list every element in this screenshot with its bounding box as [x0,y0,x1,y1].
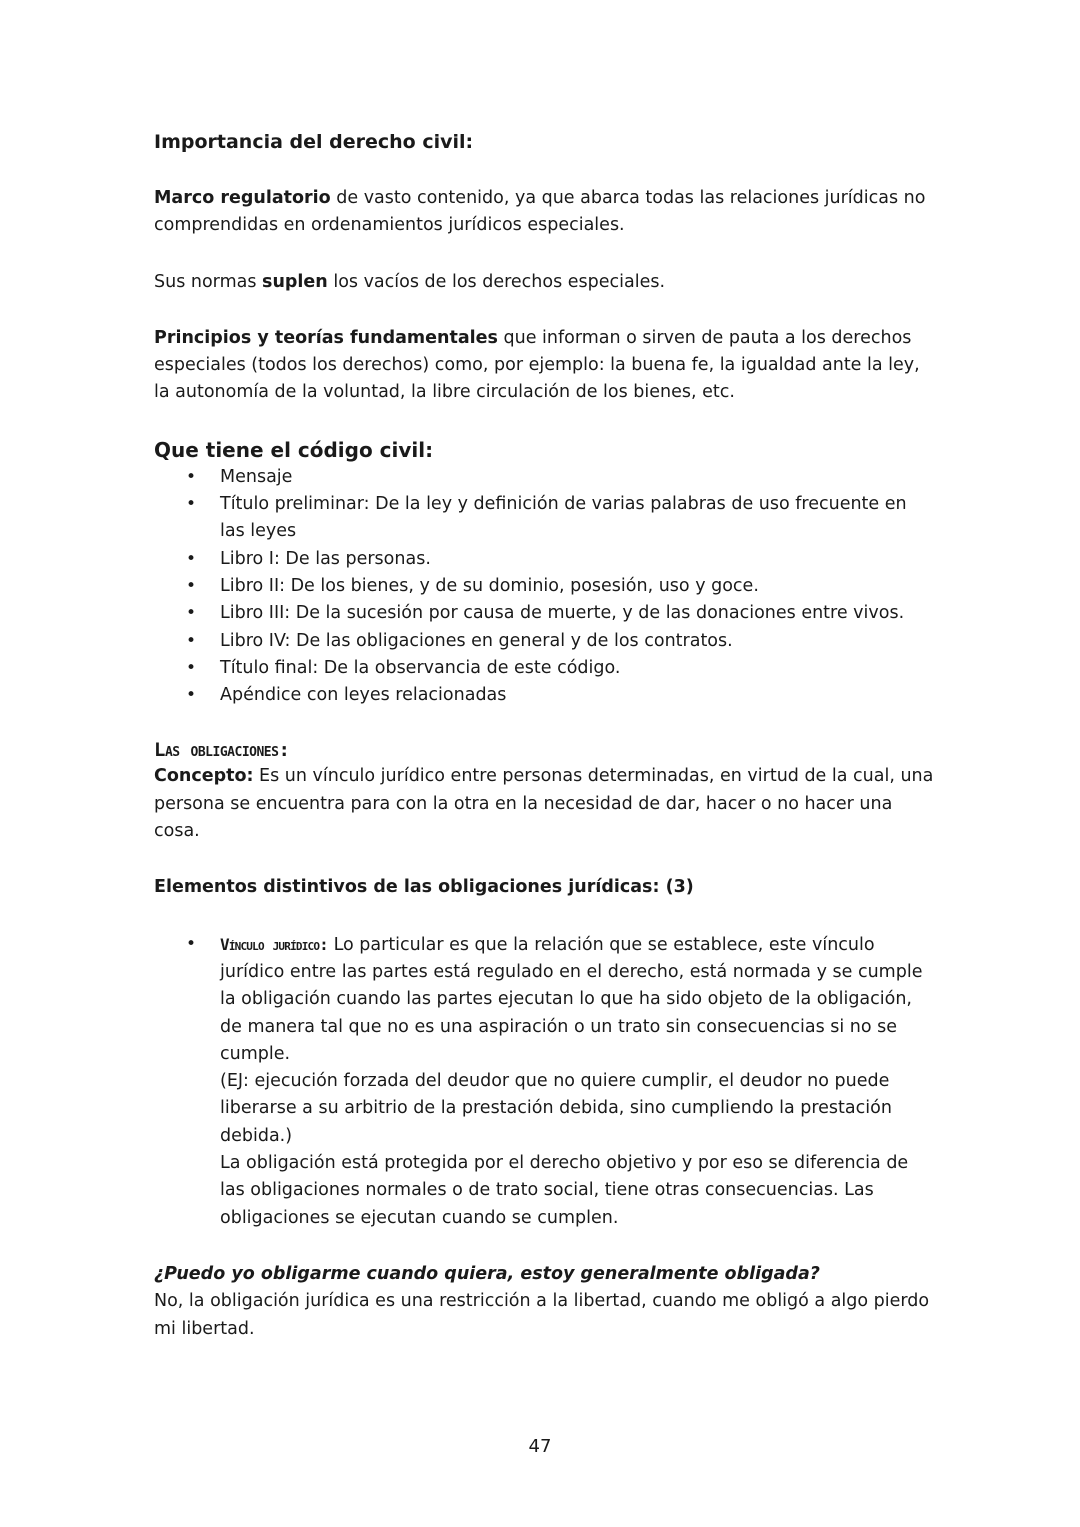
paragraph-text: que informan o sirven de pauta a los derechos especiales (todos los derechos) como, por ejemplo: la buena fe, la igualdad ante la ley, la autonomía de la voluntad, la libre circulación de los bienes, etc. [154,327,920,403]
list-item: • Título final: De la observancia de este código. [154,655,934,682]
paragraph-text: La obligación está protegida por el derecho objetivo y por eso se diferencia de las obligaciones normales o de trato social, tiene otras consecuencias. Las obligaciones se ejecutan cuando se cumplen. [220,1153,909,1228]
elements-list [154,931,934,1232]
paragraph-marco-regulatorio [154,185,934,240]
list-item: • Libro II: De los bienes, y de su dominio, posesión, uso y goce. [154,573,934,600]
document-page [154,128,934,1343]
elements-heading: Elementos distintivos de las obligaciones jurídicas: (3) [154,877,694,898]
section-heading-importancia: Importancia del derecho civil: [154,131,474,153]
bold-term: Marco regulatorio [154,188,331,208]
paragraph-concepto [154,763,934,845]
bold-term: Concepto: [154,766,254,787]
answer-text: No, la obligación jurídica es una restricción a la libertad, cuando me obligó a algo pierdo mi libertad. [154,1291,930,1339]
section-heading-obligaciones: Las obligaciones: [154,739,290,762]
bold-term: suplen [262,271,328,292]
example-text: (EJ: ejecución forzada del deudor que no quiere cumplir, el deudor no puede liberarse a su arbitrio de la prestación debida, sino cumpliendo la prestación debida.) [220,1071,892,1146]
list-item: • Título preliminar: De la ley y definición de varias palabras de uso frecuente en las leyes [154,491,934,546]
paragraph-text: los vacíos de los derechos especiales. [327,271,666,292]
paragraph-principios [154,325,934,407]
paragraph-text: Lo particular es que la relación que se establece, este vínculo jurídico entre las partes está regulado en el derecho, está normada y se cumple la obligación cuando las partes ejecutan lo que ha sido objeto de la obligación, de manera tal que no es una aspiración o un trato sin consecuencias si no se cumple. [220,934,923,1064]
bold-term: Principios y teorías fundamentales [154,327,498,348]
paragraph-text: Sus normas [154,271,263,292]
paragraph-text: Es un vínculo jurídico entre personas determinadas, en virtud de la cual, una persona se encuentra para con la otra en la necesidad de dar, hacer o no hacer una cosa. [154,766,934,842]
codigo-civil-list [154,464,934,710]
question-text: ¿Puedo yo obligarme cuando quiera, estoy generalmente obligada? [154,1263,820,1284]
list-item: • Libro III: De la sucesión por causa de muerte, y de las donaciones entre vivos. [154,600,934,627]
list-item: • Mensaje [154,464,934,491]
decorative-term: Vínculo jurídico: [220,934,329,954]
paragraph-suplen [154,269,934,296]
section-heading-codigo-civil: Que tiene el código civil: [154,437,434,462]
page-number: 47 [528,1436,552,1457]
list-item-vinculo-juridico [154,931,934,1232]
list-item: • Libro IV: De las obligaciones en general y de los contratos. [154,628,934,655]
list-item: • Libro I: De las personas. [154,546,934,573]
paragraph-text: de vasto contenido, ya que abarca todas las relaciones jurídicas no comprendidas en ordenamientos jurídicos especiales. [154,188,926,236]
list-item: • Apéndice con leyes relacionadas [154,682,934,709]
